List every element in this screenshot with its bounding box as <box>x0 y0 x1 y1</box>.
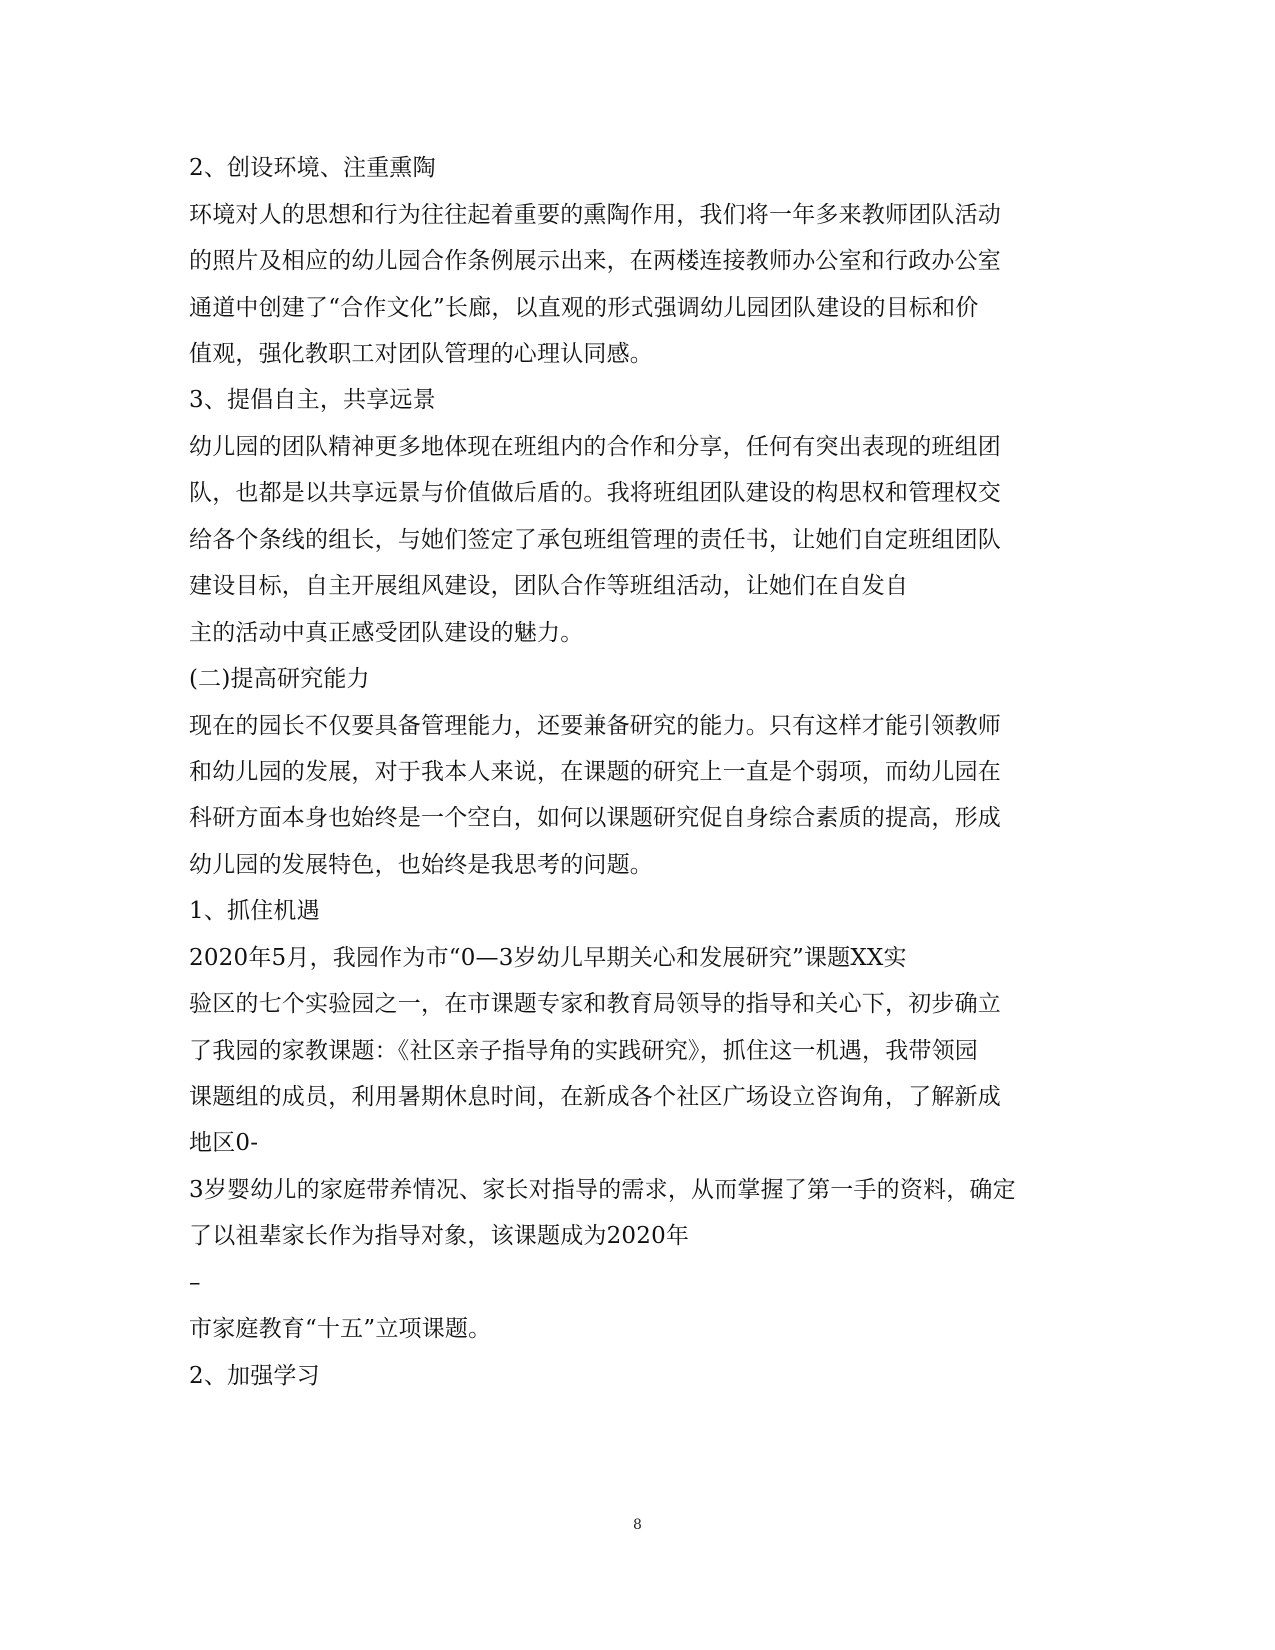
paragraph-line: 科研方面本身也始终是一个空白，如何以课题研究促自身综合素质的提高，形成 <box>189 805 1001 831</box>
paragraph-line: 建设目标，自主开展组风建设，团队合作等班组活动，让她们在自发自 <box>189 573 909 599</box>
paragraph-line: 值观，强化教职工对团队管理的心理认同感。 <box>189 341 653 367</box>
paragraph-line: 了以祖辈家长作为指导对象，该课题成为2020年 <box>189 1223 690 1249</box>
paragraph-line: 通道中创建了“合作文化”长廊，以直观的形式强调幼儿园团队建设的目标和价 <box>189 295 979 321</box>
paragraph-line: 市家庭教育“十五”立项课题。 <box>189 1316 492 1342</box>
paragraph-line: 课题组的成员，利用暑期休息时间，在新成各个社区广场设立咨询角，了解新成 <box>189 1084 1001 1110</box>
paragraph-line: 地区0- <box>189 1130 259 1156</box>
paragraph-line: 3岁婴幼儿的家庭带养情况、家长对指导的需求，从而掌握了第一手的资料，确定 <box>189 1177 1016 1203</box>
paragraph-line: 给各个条线的组长，与她们签定了承包班组管理的责任书，让她们自定班组团队 <box>189 527 1001 553</box>
paragraph-line: 和幼儿园的发展，对于我本人来说，在课题的研究上一直是个弱项，而幼儿园在 <box>189 759 1001 785</box>
paragraph-line: 2020年5月，我园作为市“0—3岁幼儿早期关心和发展研究”课题XX实 <box>189 945 907 971</box>
paragraph-line: 幼儿园的团队精神更多地体现在班组内的合作和分享，任何有突出表现的班组团 <box>189 434 1001 460</box>
paragraph-line: 主的活动中真正感受团队建设的魅力。 <box>189 620 584 646</box>
section-heading-study: 2、加强学习 <box>189 1363 320 1389</box>
paragraph-line: 环境对人的思想和行为往往起着重要的熏陶作用，我们将一年多来教师团队活动 <box>189 202 1001 228</box>
paragraph-line: 队，也都是以共享远景与价值做后盾的。我将班组团队建设的构思权和管理权交 <box>189 480 1001 506</box>
section-heading-research-ability: (二)提高研究能力 <box>189 666 370 692</box>
paragraph-line: 的照片及相应的幼儿园合作条例展示出来，在两楼连接教师办公室和行政办公室 <box>189 248 1001 274</box>
section-heading-autonomy: 3、提倡自主，共享远景 <box>189 387 436 413</box>
page-number: 8 <box>633 1517 642 1533</box>
paragraph-line: 验区的七个实验园之一，在市课题专家和教育局领导的指导和关心下，初步确立 <box>189 991 1001 1017</box>
section-heading-create-environment: 2、创设环境、注重熏陶 <box>189 155 436 181</box>
paragraph-line: 了我园的家教课题：《社区亲子指导角的实践研究》，抓住这一机遇，我带领园 <box>189 1038 978 1064</box>
section-heading-opportunity: 1、抓住机遇 <box>189 898 320 924</box>
paragraph-line: – <box>189 1270 201 1296</box>
paragraph-line: 幼儿园的发展特色，也始终是我思考的问题。 <box>189 852 653 878</box>
paragraph-line: 现在的园长不仅要具备管理能力，还要兼备研究的能力。只有这样才能引领教师 <box>189 713 1001 739</box>
